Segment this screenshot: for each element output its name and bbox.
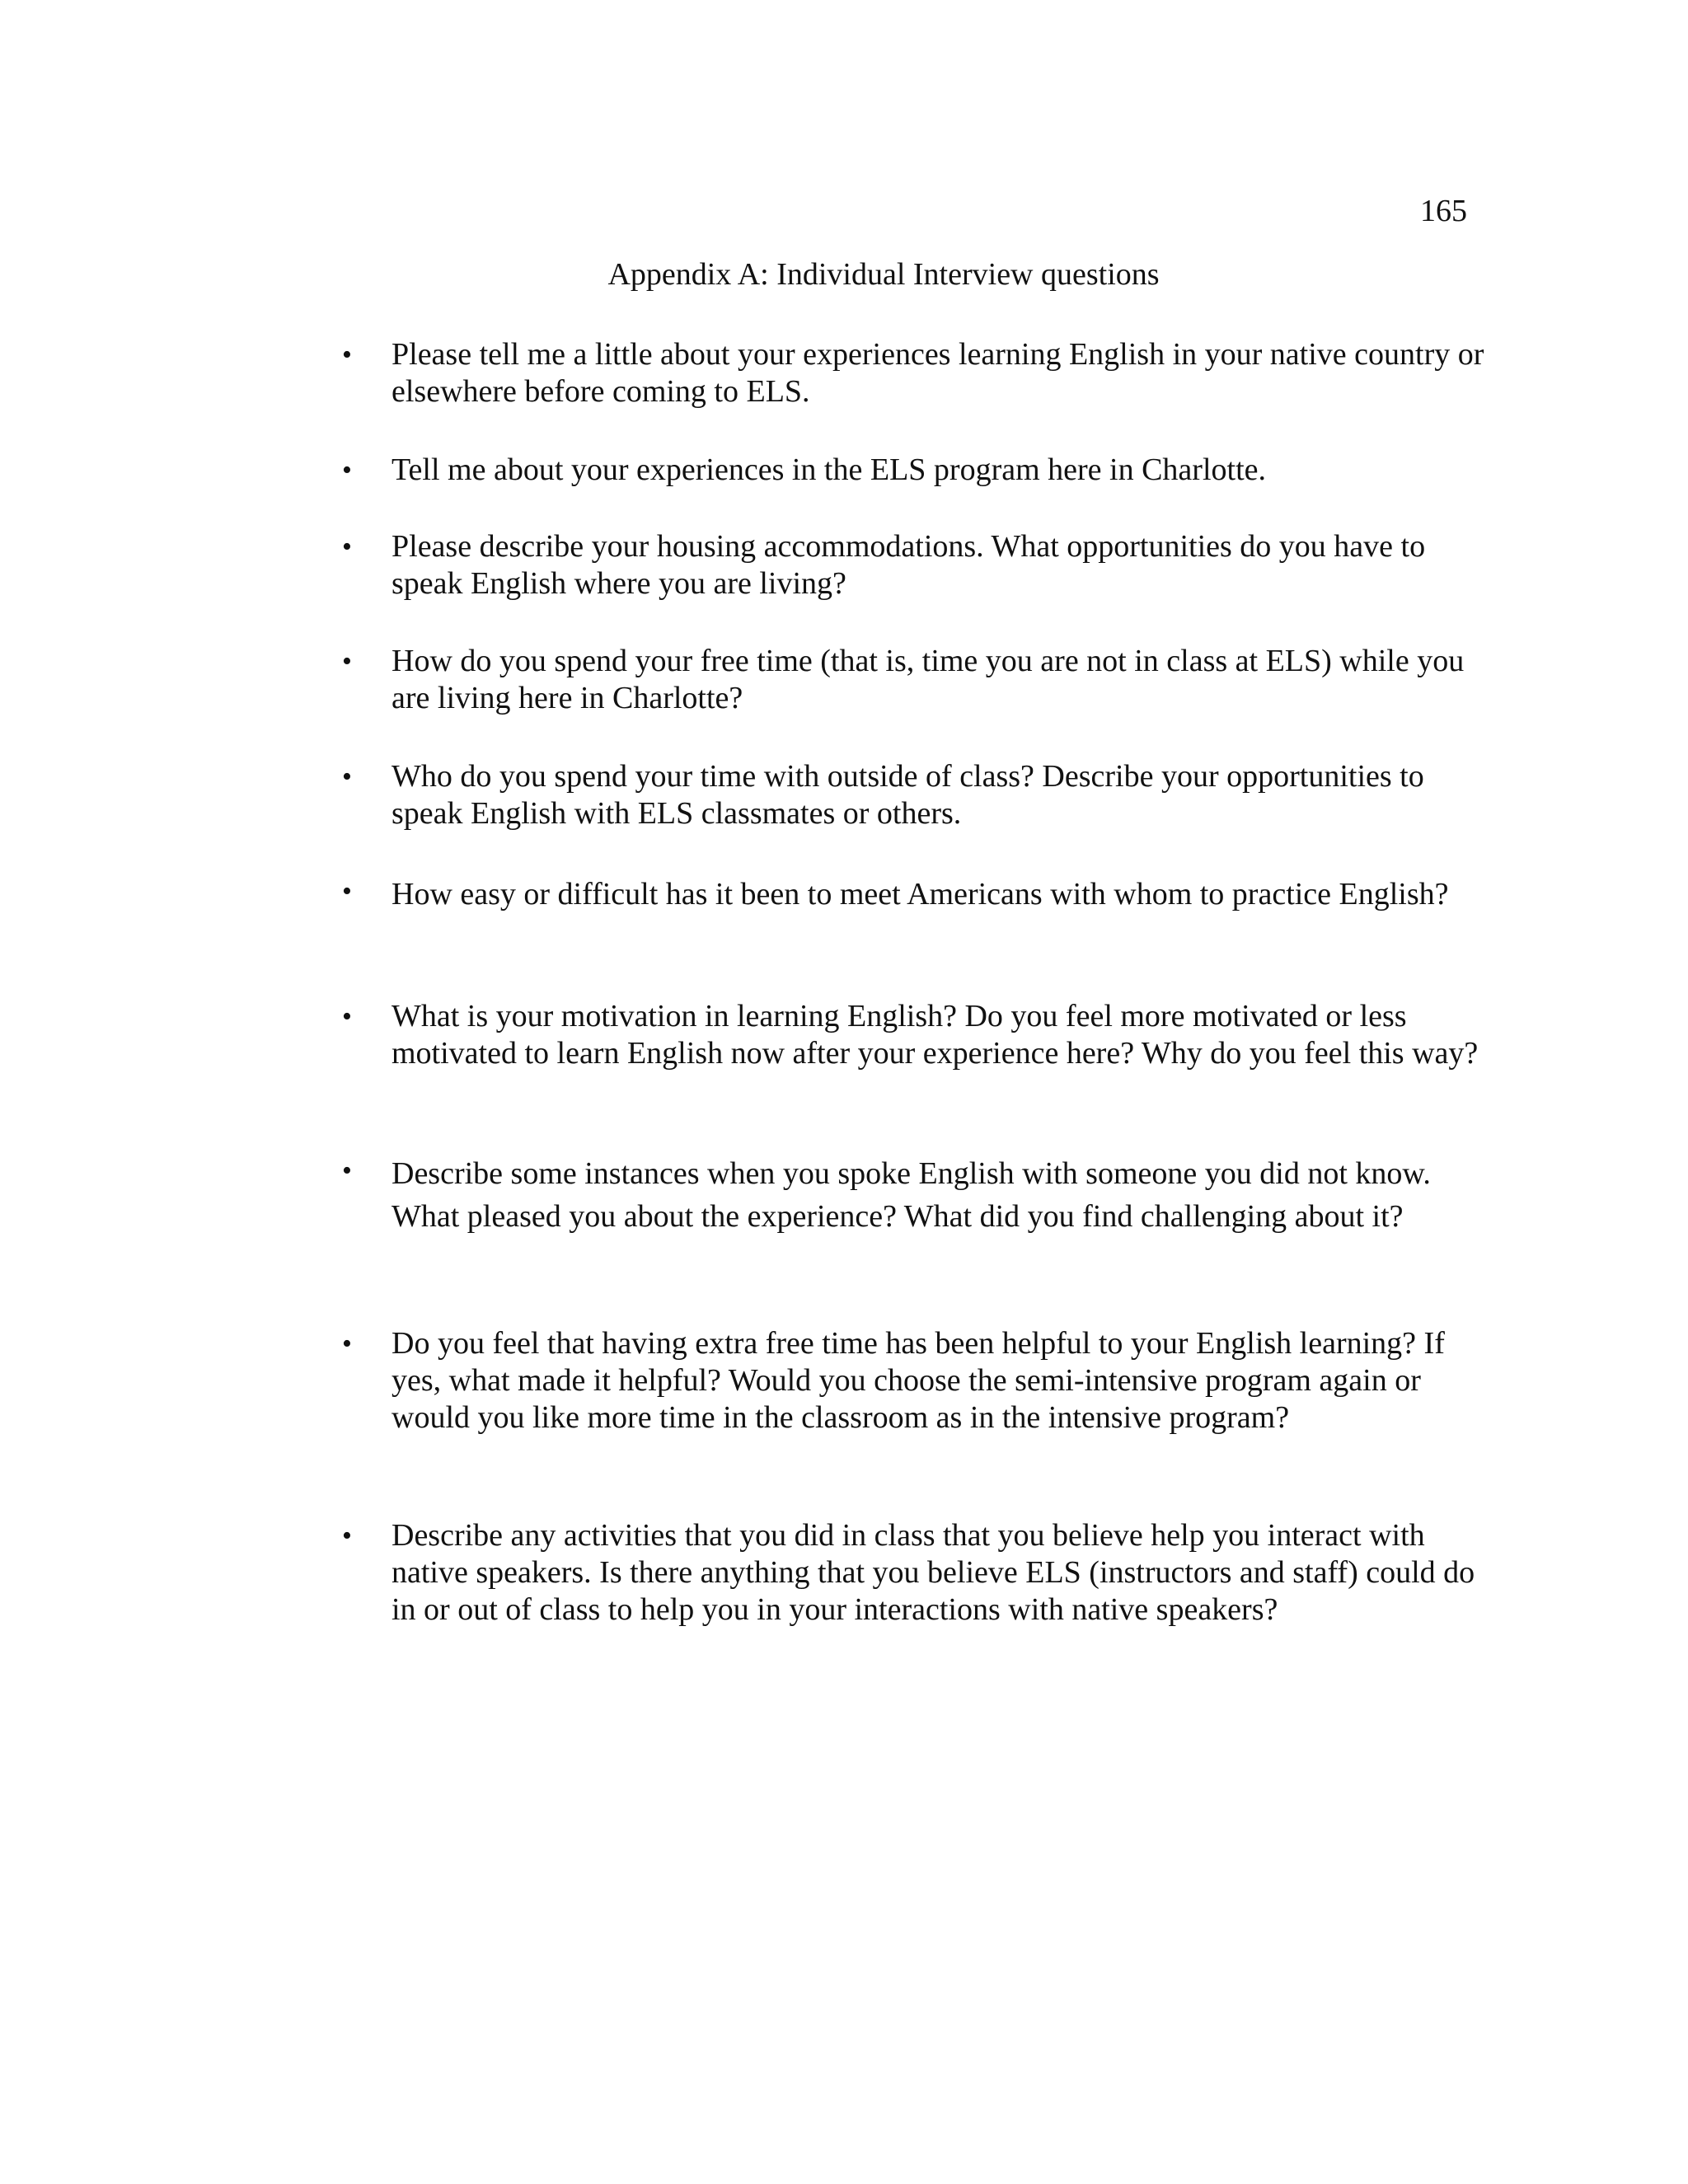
- bullet-icon: •: [342, 340, 352, 370]
- question-text: Tell me about your experiences in the ELS program here in Charlotte.: [392, 452, 1266, 487]
- question-text: Please describe your housing accommodations. What opportunities do you have to speak English where you are living?: [392, 529, 1426, 601]
- bullet-icon: •: [342, 455, 352, 485]
- page-number: 165: [1420, 194, 1467, 228]
- bullet-icon: •: [342, 1001, 352, 1032]
- question-item: [342, 336, 1492, 410]
- question-item: [342, 758, 1492, 832]
- bullet-icon: •: [342, 1155, 352, 1186]
- question-item: [342, 873, 1492, 916]
- bullet-icon: •: [342, 876, 352, 907]
- question-item: [342, 1325, 1492, 1436]
- question-text: Please tell me a little about your experiences learning English in your native country or elsewhere before coming to ELS.: [392, 337, 1484, 409]
- bullet-icon: •: [342, 762, 352, 792]
- question-text: What is your motivation in learning English? Do you feel more motivated or less motivated to learn English now after your experience here? Why do you feel this way?: [392, 999, 1479, 1071]
- question-item: [342, 1517, 1492, 1629]
- bullet-icon: •: [342, 646, 352, 677]
- page-title: Appendix A: Individual Interview questions: [607, 257, 1160, 292]
- question-item: [342, 643, 1492, 717]
- question-text: Describe any activities that you did in class that you believe help you interact with native speakers. Is there anything that you believe ELS (instructors and staff) could do in or out of class to help you in your interactions with native speakers?: [392, 1518, 1475, 1627]
- question-item: [342, 1152, 1492, 1238]
- question-item: [342, 452, 1492, 489]
- question-text: Do you feel that having extra free time has been helpful to your English learning? If yes, what made it helpful? Would you choose the semi-intensive program again or would you like more time in the classroom as in the intensive program?: [392, 1326, 1445, 1435]
- question-item: [342, 528, 1492, 602]
- bullet-icon: •: [342, 1521, 352, 1551]
- bullet-icon: •: [342, 532, 352, 562]
- question-text: How easy or difficult has it been to meet Americans with whom to practice English?: [392, 877, 1449, 912]
- question-text: Describe some instances when you spoke English with someone you did not know. What pleased you about the experience? What did you find challenging about it?: [392, 1156, 1431, 1234]
- question-text: Who do you spend your time with outside of class? Describe your opportunities to speak English with ELS classmates or others.: [392, 759, 1424, 831]
- question-text: How do you spend your free time (that is, time you are not in class at ELS) while you are living here in Charlotte?: [392, 644, 1465, 715]
- bullet-icon: •: [342, 1329, 352, 1359]
- question-item: [342, 998, 1492, 1072]
